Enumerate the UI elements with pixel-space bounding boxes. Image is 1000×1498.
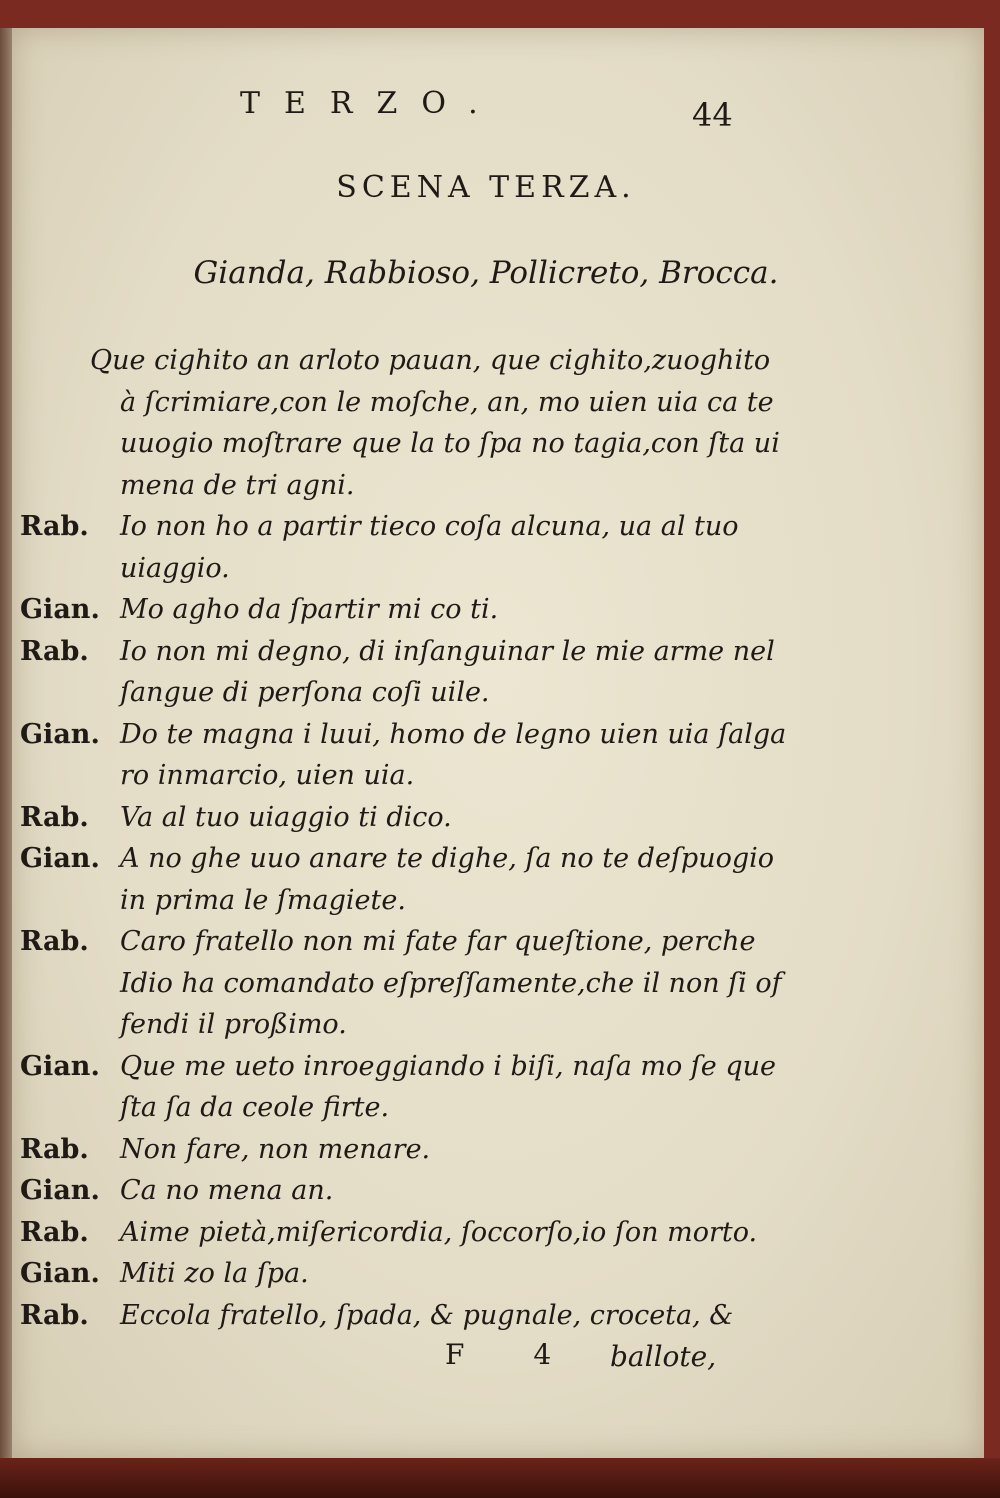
speech-line: Io non mi degno, di inſanguinar le mie arme nel <box>120 635 775 667</box>
speech-line: Aime pietà,miſericordia, ſoccorſo,io ſon morto. <box>120 1216 758 1248</box>
speaker-label: Rab. <box>20 1299 89 1331</box>
speaker-label: Rab. <box>20 801 89 833</box>
speaker-label: Gian. <box>20 1175 100 1206</box>
speech-line: Io non ho a partir tieco coſa alcuna, ua al tuo <box>120 511 739 542</box>
printer-signature: F 4 <box>445 1338 582 1371</box>
speech-lines <box>120 921 782 1046</box>
speaker-label: Gian. <box>20 594 100 625</box>
speech-lines <box>120 1212 758 1254</box>
speech-line: Que cighito an arloto pauan, que cighito,zuoghito <box>90 345 771 376</box>
running-title: TERZO. <box>240 86 502 121</box>
speech-line: Idio ha comandato eſpreſſamente,che il non ſi of <box>120 967 782 999</box>
speech-line: Do te magna i luui, homo de legno uien uia ſalga <box>120 718 787 750</box>
speech-lines <box>120 589 740 631</box>
speech-lines <box>120 838 775 921</box>
speaker-label: Rab. <box>20 511 89 542</box>
page-number: 44 <box>692 96 733 134</box>
speech-line: Que me ueto inroeggiando i biſi, naſa mo ſe que <box>120 1050 777 1082</box>
speaker-label: Rab. <box>20 1216 89 1248</box>
speaker-label: Gian. <box>20 1258 100 1289</box>
speaker-label: Gian. <box>20 718 100 750</box>
speech-line: ſta ſa da ceole firte. <box>120 1092 390 1123</box>
speech-line: ſangue di perſona coſi uile. <box>120 677 490 708</box>
speech-lines <box>120 1046 777 1129</box>
speech-line: mena de tri agni. <box>120 469 355 501</box>
speech-line: Miti zo la ſpa. <box>120 1258 309 1289</box>
speech-line: uuogio moſtrare que la to ſpa no tagia,con ſta ui <box>120 428 780 459</box>
speaker-label: Rab. <box>20 926 89 957</box>
speaker-label: Gian. <box>20 1050 100 1082</box>
speech-line: Mo agho da ſpartir mi co ti. <box>120 594 499 625</box>
speech-lines <box>120 1295 740 1337</box>
speaker-label: Rab. <box>20 635 89 667</box>
speech-lines <box>120 631 775 714</box>
speech-line: Caro fratello non mi fate far queſtione, perche <box>120 926 756 957</box>
speech-lines <box>120 797 740 839</box>
speech-line: ro inmarcio, uien uia. <box>120 760 415 791</box>
speech-line: Non fare, non menare. <box>120 1133 431 1165</box>
speech-line: Ca no mena an. <box>120 1175 334 1206</box>
speech-line: Eccola fratello, ſpada, & pugnale, croceta, & <box>120 1299 734 1331</box>
catchword: ballote, <box>610 1340 717 1373</box>
character-list: Gianda, Rabbioso, Pollicreto, Brocca. <box>193 255 779 291</box>
speech-line: uiaggio. <box>120 552 230 584</box>
speech-line: à ſcrimiare,con le moſche, an, mo uien uia ca te <box>120 386 774 418</box>
scene-title: SCENA TERZA. <box>336 170 636 205</box>
speech-line: A no ghe uuo anare te dighe, ſa no te deſpuogio <box>120 843 775 874</box>
speech-lines <box>120 1129 740 1171</box>
speech-lines <box>120 1253 740 1295</box>
speech-line: Va al tuo uiaggio ti dico. <box>120 801 452 833</box>
speech-lines <box>120 506 740 589</box>
speech-lines <box>120 714 787 797</box>
speech-line: in prima le ſmagiete. <box>120 884 406 916</box>
speech-lines <box>90 340 780 506</box>
speaker-label: Gian. <box>20 843 100 874</box>
speaker-label: Rab. <box>20 1133 89 1165</box>
speech-lines <box>120 1170 740 1212</box>
speech-line: fendi il proßimo. <box>120 1009 347 1040</box>
binding-edge <box>0 1458 1000 1498</box>
